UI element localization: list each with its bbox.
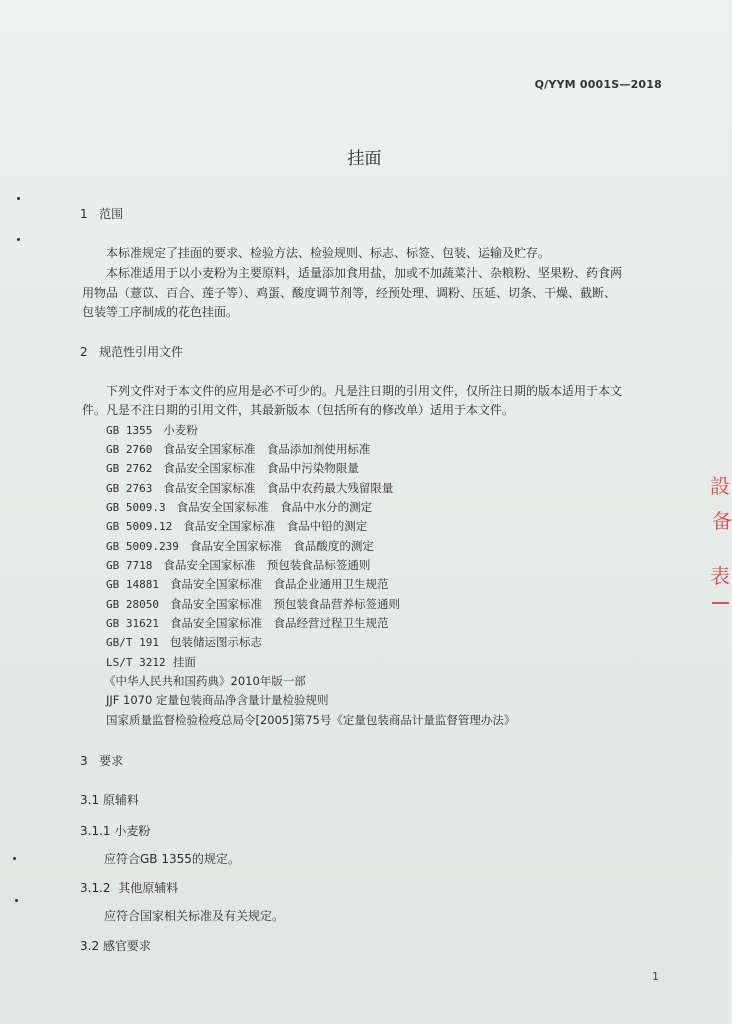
reference-code: GB 2762 bbox=[106, 462, 153, 475]
reference-name: 食品安全国家标准 食品中污染物限量 bbox=[163, 461, 359, 475]
document-title: 挂面 bbox=[347, 149, 382, 169]
section-title: 要求 bbox=[99, 754, 124, 768]
reference-name: 食品安全国家标准 食品企业通用卫生规范 bbox=[169, 577, 389, 591]
section-title: 规范性引用文件 bbox=[99, 345, 184, 359]
wheat-flour-requirement: 应符合GB 1355的规定。 bbox=[104, 852, 240, 866]
reference-item bbox=[106, 460, 359, 476]
scope-paragraph-2-cont: 用物品（薏苡、百合、莲子等）、鸡蛋、酸度调节剂等，经预处理、调粉、压延、切条、干燥、截断、 bbox=[82, 286, 617, 300]
reference-extra: 国家质量监督检验检疫总局令[2005]第75号《定量包装商品计量监督管理办法》 bbox=[106, 713, 516, 727]
section-3-2-heading bbox=[80, 937, 151, 954]
section-number: 3.2 bbox=[80, 939, 100, 953]
reference-item bbox=[106, 576, 388, 592]
reference-item bbox=[106, 634, 262, 650]
reference-code: GB 31621 bbox=[106, 617, 159, 630]
page-number: 1 bbox=[652, 970, 659, 983]
section-number: 2 bbox=[80, 345, 88, 359]
section-number: 1 bbox=[80, 207, 88, 221]
reference-name: 食品安全国家标准 食品添加剂使用标准 bbox=[163, 442, 371, 456]
reference-code: GB 5009.3 bbox=[106, 501, 166, 514]
stamp-fragment: 設 bbox=[710, 474, 730, 498]
section-title: 范围 bbox=[99, 207, 124, 221]
scope-paragraph-2: 本标准适用于以小麦粉为主要原料，适量添加食用盐，加或不加蔬菜汁、杂粮粉、坚果粉、药食两 bbox=[106, 266, 623, 280]
reference-code: GB 14881 bbox=[106, 578, 159, 591]
reference-item bbox=[106, 596, 400, 612]
section-number: 3.1 bbox=[80, 793, 100, 807]
reference-name: 食品安全国家标准 食品酸度的测定 bbox=[189, 539, 374, 553]
reference-item bbox=[106, 518, 367, 534]
reference-code: GB 7718 bbox=[106, 559, 153, 572]
reference-name: 食品安全国家标准 预包装食品营养标签通则 bbox=[169, 597, 400, 611]
section-title: 小麦粉 bbox=[114, 824, 151, 838]
scope-paragraph-2-cont: 包装等工序制成的花色挂面。 bbox=[82, 305, 239, 319]
section-title: 其他原辅料 bbox=[118, 881, 179, 895]
reference-extra: JJF 1070 定量包装商品净含量计量检验规则 bbox=[106, 693, 329, 707]
reference-code: GB 28050 bbox=[106, 598, 159, 611]
reference-name: 食品安全国家标准 食品经营过程卫生规范 bbox=[169, 616, 389, 630]
reference-code: GB/T 191 bbox=[106, 636, 159, 649]
reference-code: GB 2763 bbox=[106, 482, 153, 495]
margin-mark bbox=[17, 197, 20, 200]
section-title: 原辅料 bbox=[102, 793, 139, 807]
reference-name: 包装储运图示标志 bbox=[169, 635, 262, 649]
reference-name: 挂面 bbox=[172, 655, 196, 669]
margin-mark bbox=[13, 857, 16, 860]
reference-code: GB 5009.239 bbox=[106, 540, 179, 553]
section-1-heading bbox=[80, 205, 123, 222]
normref-intro-cont: 件。凡是不注日期的引用文件，其最新版本（包括所有的修改单）适用于本文件。 bbox=[82, 403, 515, 417]
section-number: 3.1.1 bbox=[80, 824, 111, 838]
stamp-line bbox=[712, 602, 729, 604]
section-3-heading bbox=[80, 752, 123, 769]
reference-code: LS/T 3212 bbox=[106, 656, 166, 669]
normref-intro: 下列文件对于本文件的应用是必不可少的。凡是注日期的引用文件，仅所注日期的版本适用于本文 bbox=[106, 384, 623, 398]
section-number: 3 bbox=[80, 754, 88, 768]
section-2-heading bbox=[80, 343, 183, 360]
reference-item bbox=[106, 654, 196, 670]
reference-name: 食品安全国家标准 预包装食品标签通则 bbox=[163, 558, 371, 572]
reference-item bbox=[106, 422, 198, 438]
margin-mark bbox=[17, 238, 20, 241]
section-number: 3.1.2 bbox=[80, 881, 111, 895]
reference-code: GB 1355 bbox=[106, 424, 153, 437]
reference-code: GB 5009.12 bbox=[106, 520, 173, 533]
margin-mark bbox=[15, 899, 18, 902]
scope-paragraph-1: 本标准规定了挂面的要求、检验方法、检验规则、标志、标签、包装、运输及贮存。 bbox=[106, 246, 551, 260]
reference-item bbox=[106, 557, 370, 573]
section-3-1-2-heading bbox=[80, 879, 178, 896]
section-3-1-1-heading bbox=[80, 822, 150, 839]
reference-code: GB 2760 bbox=[106, 443, 153, 456]
reference-item bbox=[106, 499, 372, 515]
reference-name: 食品安全国家标准 食品中农药最大残留限量 bbox=[163, 481, 394, 495]
reference-name: 食品安全国家标准 食品中铅的测定 bbox=[183, 519, 368, 533]
stamp-fragment: 表 bbox=[710, 564, 730, 588]
section-3-1-heading bbox=[80, 791, 139, 808]
other-material-requirement: 应符合国家相关标准及有关规定。 bbox=[104, 909, 285, 923]
section-title: 感官要求 bbox=[102, 939, 151, 953]
reference-item bbox=[106, 538, 374, 554]
document-code: Q/YYM 0001S—2018 bbox=[534, 78, 662, 91]
reference-item bbox=[106, 615, 388, 631]
reference-item bbox=[106, 480, 393, 496]
reference-item bbox=[106, 441, 370, 457]
reference-name: 食品安全国家标准 食品中水分的测定 bbox=[176, 500, 373, 514]
stamp-fragment: 备 bbox=[712, 509, 732, 533]
reference-extra: 《中华人民共和国药典》2010年版一部 bbox=[104, 674, 306, 688]
reference-name: 小麦粉 bbox=[163, 423, 198, 437]
